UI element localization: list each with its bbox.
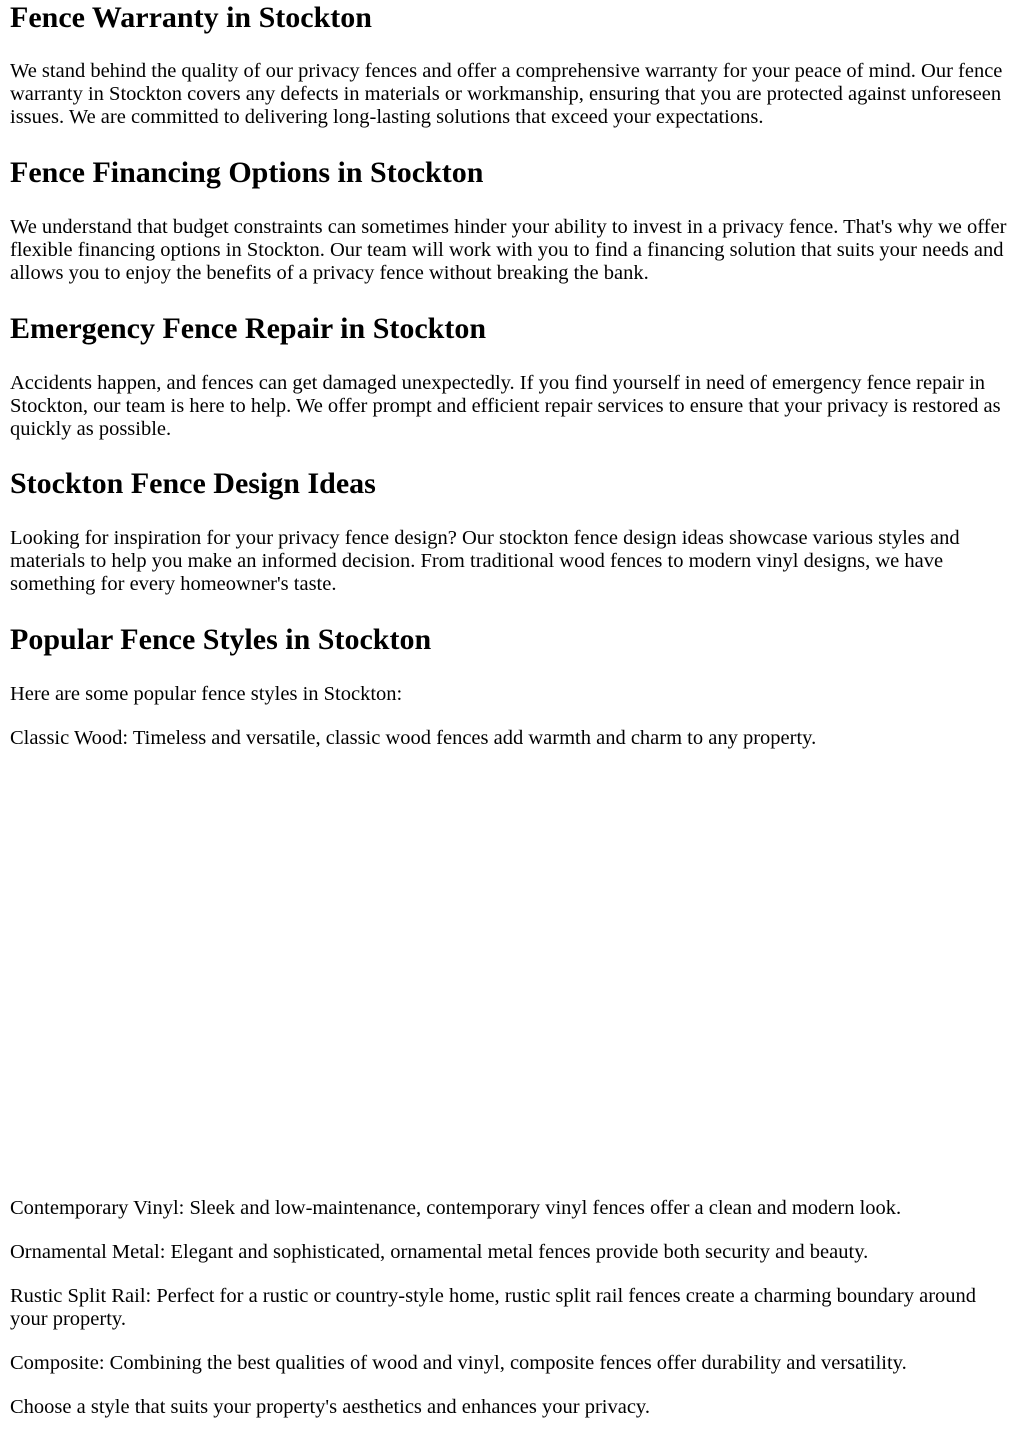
heading-emergency-repair: Emergency Fence Repair in Stockton — [10, 312, 487, 345]
heading-fence-financing: Fence Financing Options in Stockton — [10, 156, 484, 189]
heading-popular-styles: Popular Fence Styles in Stockton — [10, 623, 432, 656]
paragraph-styles-intro: Here are some popular fence styles in Stockton: — [10, 683, 403, 705]
heading-fence-warranty: Fence Warranty in Stockton — [10, 1, 372, 34]
heading-design-ideas: Stockton Fence Design Ideas — [10, 467, 376, 500]
style-item-rustic-split-rail: Rustic Split Rail: Perfect for a rustic or country-style home, rustic split rail fences create a charming boundary around your property. — [10, 1285, 977, 1330]
blank-image-area — [10, 760, 1010, 1190]
paragraph-emergency-repair: Accidents happen, and fences can get damaged unexpectedly. If you find yourself in need of emergency fence repair in Stockton, our team is here to help. We offer prompt and efficient repair services to ensure that your privacy is restored as quickly as possible. — [10, 372, 1001, 440]
style-item-contemporary-vinyl: Contemporary Vinyl: Sleek and low-maintenance, contemporary vinyl fences offer a clean and modern look. — [10, 1197, 902, 1219]
style-item-classic-wood: Classic Wood: Timeless and versatile, classic wood fences add warmth and charm to any property. — [10, 727, 817, 749]
style-item-composite: Composite: Combining the best qualities of wood and vinyl, composite fences offer durability and versatility. — [10, 1352, 907, 1374]
paragraph-fence-financing: We understand that budget constraints can sometimes hinder your ability to invest in a privacy fence. That's why we offer flexible financing options in Stockton. Our team will work with you to find a financing solution that suits your needs and allows you to enjoy the benefits of a privacy fence without breaking the bank. — [10, 216, 1007, 284]
style-item-ornamental-metal: Ornamental Metal: Elegant and sophisticated, ornamental metal fences provide both security and beauty. — [10, 1241, 869, 1263]
paragraph-fence-warranty: We stand behind the quality of our privacy fences and offer a comprehensive warranty for your peace of mind. Our fence warranty in Stockton covers any defects in materials or workmanship, ensuring that you are protected against unforeseen issues. We are committed to delivering long-lasting solutions that exceed your expectations. — [10, 60, 1003, 128]
paragraph-closing: Choose a style that suits your property's aesthetics and enhances your privacy. — [10, 1396, 650, 1418]
paragraph-design-ideas: Looking for inspiration for your privacy fence design? Our stockton fence design ideas showcase various styles and materials to help you make an informed decision. From traditional wood fences to modern vinyl designs, we have something for every homeowner's taste. — [10, 527, 960, 595]
